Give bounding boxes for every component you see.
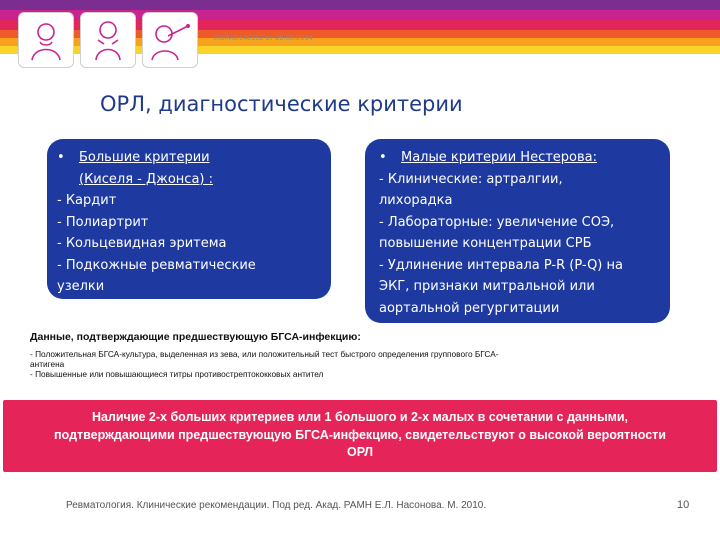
major-item: - Кольцевидная эритема bbox=[57, 236, 227, 251]
minor-criteria-box bbox=[365, 139, 670, 323]
bullet-icon: • bbox=[57, 150, 65, 165]
conclusion-banner bbox=[3, 400, 717, 472]
banner-line: подтверждающими предшествующую БГСА-инфекцию, свидетельствуют о высокой вероятности bbox=[54, 427, 666, 442]
minor-item: ЭКГ, признаки митральной или bbox=[379, 279, 595, 294]
supporting-evidence bbox=[30, 331, 690, 379]
thumbnail bbox=[18, 12, 74, 68]
footer-citation: Ревматология. Клинические рекомендации. Под ред. Акад. РАМН Е.Л. Насонова. М. 2010. bbox=[66, 500, 487, 511]
minor-item: - Лабораторные: увеличение СОЭ, bbox=[379, 214, 615, 230]
major-criteria-box bbox=[47, 139, 331, 299]
minor-item: повышение концентрации СРБ bbox=[379, 236, 592, 251]
thumbnail bbox=[80, 12, 136, 68]
minor-item: - Клинические: артралгии, bbox=[379, 171, 563, 187]
neck-palpation-icon bbox=[84, 16, 132, 64]
major-item: - Полиартрит bbox=[57, 214, 149, 230]
minor-item: лихорадка bbox=[379, 193, 453, 208]
minor-heading: Малые критерии Нестерова: bbox=[401, 150, 597, 165]
page-number: 10 bbox=[677, 499, 690, 511]
supporting-heading: Данные, подтверждающие предшествующую БГСА-инфекцию: bbox=[30, 331, 361, 343]
major-heading-sub: (Киселя - Джонса) : bbox=[79, 171, 213, 187]
stripe-purple bbox=[0, 0, 720, 10]
major-item: узелки bbox=[57, 279, 105, 294]
sore-throat-patient-icon bbox=[22, 16, 70, 64]
supporting-item: антигена bbox=[30, 359, 65, 369]
document-ref-code: RU/MD140992 от 28.08.2014 bbox=[214, 33, 313, 42]
header-thumbnails bbox=[18, 12, 198, 70]
bullet-icon: • bbox=[379, 150, 387, 165]
minor-heading-line bbox=[379, 147, 660, 169]
major-heading-line bbox=[57, 147, 321, 169]
major-item: - Подкожные ревматические bbox=[57, 257, 256, 273]
major-item: - Кардит bbox=[57, 193, 117, 208]
minor-item: аортальной регургитации bbox=[379, 300, 560, 316]
banner-line: Наличие 2-х больших критериев или 1 большого и 2-х малых в сочетании с данными, bbox=[91, 410, 629, 424]
page-title: ОРЛ, диагностические критерии bbox=[100, 92, 463, 116]
supporting-item: - Положительная БГСА-культура, выделенная из зева, или положительный тест быстрого определения группового БГСА- bbox=[30, 349, 499, 359]
throat-swab-icon bbox=[146, 16, 194, 64]
thumbnail bbox=[142, 12, 198, 68]
minor-item: - Удлинение интервала P-R (P-Q) на bbox=[379, 257, 623, 273]
banner-line: ОРЛ bbox=[346, 445, 374, 459]
major-heading: Большие критерии bbox=[79, 150, 210, 165]
supporting-item: - Повышенные или повышающиеся титры противострептококковых антител bbox=[30, 369, 324, 379]
